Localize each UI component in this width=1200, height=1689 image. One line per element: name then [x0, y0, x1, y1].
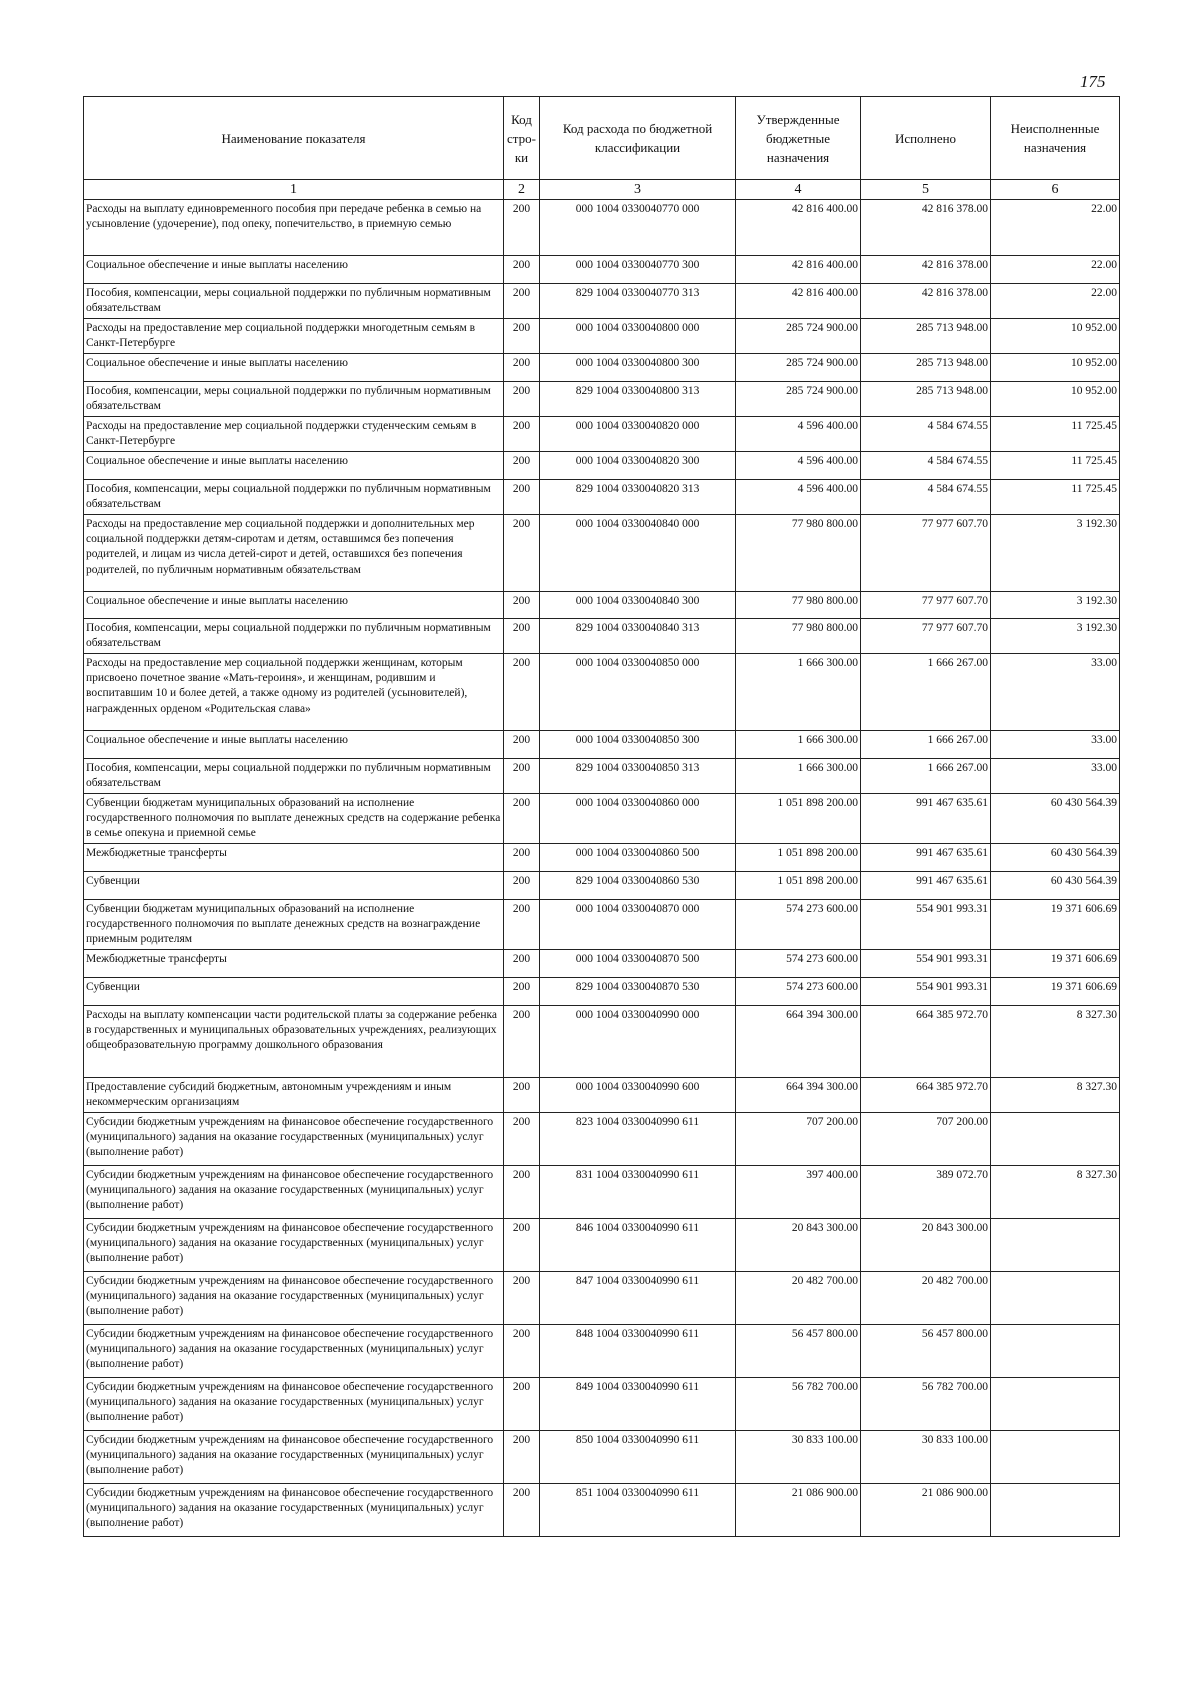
table-row — [84, 654, 1120, 731]
table-row — [84, 731, 1120, 759]
row-executed-cell: 285 713 948.00 — [861, 382, 991, 417]
row-code-cell: 000 1004 0330040820 300 — [540, 452, 736, 480]
row-approved-cell: 56 782 700.00 — [736, 1378, 861, 1431]
table-row — [84, 284, 1120, 319]
row-approved-cell: 1 666 300.00 — [736, 759, 861, 794]
row-line-cell: 200 — [504, 382, 540, 417]
row-name-cell: Пособия, компенсации, меры социальной поддержки по публичным нормативным обязательствам — [84, 382, 504, 417]
row-line-cell: 200 — [504, 417, 540, 452]
row-unexecuted-cell: 11 725.45 — [991, 417, 1120, 452]
row-line-cell: 200 — [504, 1272, 540, 1325]
row-line-cell: 200 — [504, 592, 540, 619]
row-line-cell: 200 — [504, 844, 540, 872]
table-row — [84, 480, 1120, 515]
column-number: 3 — [540, 180, 736, 200]
row-code-cell: 851 1004 0330040990 611 — [540, 1484, 736, 1537]
row-name-cell: Социальное обеспечение и иные выплаты населению — [84, 452, 504, 480]
row-approved-cell: 56 457 800.00 — [736, 1325, 861, 1378]
row-code-cell: 829 1004 0330040820 313 — [540, 480, 736, 515]
table-row — [84, 794, 1120, 844]
row-approved-cell: 1 051 898 200.00 — [736, 794, 861, 844]
row-name-cell: Расходы на предоставление мер социальной поддержки и дополнительных мер социальной поддержки детям-сиротам и детям, оставшимся без попечения родителей, и лицам из числа детей-сирот и детей, оставшихся без попечения родителей, по публичным нормативным обязательствам — [84, 515, 504, 592]
row-name-cell: Расходы на предоставление мер социальной поддержки женщинам, которым присвоено почетное звание «Мать-героиня», и женщинам, родившим и воспитавшим 10 и более детей, а также одному из родителей (усыновителей), награжденных орденом «Родительская слава» — [84, 654, 504, 731]
row-unexecuted-cell: 33.00 — [991, 654, 1120, 731]
row-executed-cell: 20 843 300.00 — [861, 1219, 991, 1272]
row-approved-cell: 397 400.00 — [736, 1166, 861, 1219]
table-row — [84, 1378, 1120, 1431]
row-name-cell: Социальное обеспечение и иные выплаты населению — [84, 592, 504, 619]
row-line-cell: 200 — [504, 1378, 540, 1431]
row-unexecuted-cell: 3 192.30 — [991, 515, 1120, 592]
row-approved-cell: 1 051 898 200.00 — [736, 872, 861, 900]
row-code-cell: 829 1004 0330040800 313 — [540, 382, 736, 417]
row-name-cell: Предоставление субсидий бюджетным, автономным учреждениям и иным некоммерческим организациям — [84, 1078, 504, 1113]
row-name-cell: Социальное обеспечение и иные выплаты населению — [84, 731, 504, 759]
row-code-cell: 000 1004 0330040860 000 — [540, 794, 736, 844]
row-code-cell: 831 1004 0330040990 611 — [540, 1166, 736, 1219]
row-unexecuted-cell — [991, 1431, 1120, 1484]
row-approved-cell: 42 816 400.00 — [736, 284, 861, 319]
table-body — [84, 200, 1120, 1537]
row-code-cell: 000 1004 0330040990 000 — [540, 1006, 736, 1078]
row-line-cell: 200 — [504, 1219, 540, 1272]
row-unexecuted-cell: 8 327.30 — [991, 1006, 1120, 1078]
row-approved-cell: 42 816 400.00 — [736, 256, 861, 284]
row-approved-cell: 42 816 400.00 — [736, 200, 861, 256]
row-executed-cell: 77 977 607.70 — [861, 619, 991, 654]
row-name-cell: Социальное обеспечение и иные выплаты населению — [84, 256, 504, 284]
row-executed-cell: 30 833 100.00 — [861, 1431, 991, 1484]
row-unexecuted-cell: 22.00 — [991, 284, 1120, 319]
table-row — [84, 844, 1120, 872]
row-line-cell: 200 — [504, 515, 540, 592]
table-row — [84, 1484, 1120, 1537]
row-code-cell: 000 1004 0330040870 000 — [540, 900, 736, 950]
row-unexecuted-cell: 10 952.00 — [991, 354, 1120, 382]
row-executed-cell: 389 072.70 — [861, 1166, 991, 1219]
row-code-cell: 829 1004 0330040840 313 — [540, 619, 736, 654]
row-name-cell: Социальное обеспечение и иные выплаты населению — [84, 354, 504, 382]
row-unexecuted-cell: 11 725.45 — [991, 452, 1120, 480]
row-name-cell: Межбюджетные трансферты — [84, 844, 504, 872]
table-row — [84, 1113, 1120, 1166]
row-line-cell: 200 — [504, 759, 540, 794]
row-name-cell: Расходы на выплату единовременного пособия при передаче ребенка в семью на усыновление (удочерение), под опеку, попечительство, в приемную семью — [84, 200, 504, 256]
row-approved-cell: 1 051 898 200.00 — [736, 844, 861, 872]
row-unexecuted-cell: 22.00 — [991, 256, 1120, 284]
row-unexecuted-cell: 60 430 564.39 — [991, 872, 1120, 900]
row-name-cell: Пособия, компенсации, меры социальной поддержки по публичным нормативным обязательствам — [84, 619, 504, 654]
row-approved-cell: 574 273 600.00 — [736, 900, 861, 950]
budget-execution-table — [83, 96, 1120, 1537]
table-row — [84, 759, 1120, 794]
row-approved-cell: 21 086 900.00 — [736, 1484, 861, 1537]
row-line-cell: 200 — [504, 200, 540, 256]
table-row — [84, 900, 1120, 950]
row-approved-cell: 574 273 600.00 — [736, 978, 861, 1006]
row-executed-cell: 77 977 607.70 — [861, 592, 991, 619]
row-unexecuted-cell — [991, 1325, 1120, 1378]
row-code-cell: 849 1004 0330040990 611 — [540, 1378, 736, 1431]
row-unexecuted-cell: 19 371 606.69 — [991, 978, 1120, 1006]
row-line-cell: 200 — [504, 452, 540, 480]
row-approved-cell: 4 596 400.00 — [736, 480, 861, 515]
row-code-cell: 000 1004 0330040990 600 — [540, 1078, 736, 1113]
row-code-cell: 850 1004 0330040990 611 — [540, 1431, 736, 1484]
row-line-cell: 200 — [504, 794, 540, 844]
row-executed-cell: 664 385 972.70 — [861, 1006, 991, 1078]
table-row — [84, 619, 1120, 654]
row-executed-cell: 554 901 993.31 — [861, 950, 991, 978]
row-line-cell: 200 — [504, 1431, 540, 1484]
row-approved-cell: 285 724 900.00 — [736, 319, 861, 354]
row-name-cell: Пособия, компенсации, меры социальной поддержки по публичным нормативным обязательствам — [84, 480, 504, 515]
row-approved-cell: 285 724 900.00 — [736, 354, 861, 382]
row-code-cell: 000 1004 0330040800 000 — [540, 319, 736, 354]
row-executed-cell: 991 467 635.61 — [861, 844, 991, 872]
row-unexecuted-cell: 60 430 564.39 — [991, 794, 1120, 844]
row-line-cell: 200 — [504, 1325, 540, 1378]
row-unexecuted-cell — [991, 1113, 1120, 1166]
column-number: 5 — [861, 180, 991, 200]
row-executed-cell: 991 467 635.61 — [861, 872, 991, 900]
row-unexecuted-cell — [991, 1219, 1120, 1272]
row-approved-cell: 77 980 800.00 — [736, 515, 861, 592]
row-name-cell: Пособия, компенсации, меры социальной поддержки по публичным нормативным обязательствам — [84, 759, 504, 794]
row-code-cell: 000 1004 0330040850 300 — [540, 731, 736, 759]
table-row — [84, 200, 1120, 256]
row-name-cell: Субсидии бюджетным учреждениям на финансовое обеспечение государственного (муниципального) задания на оказание государственных (муниципальных) услуг (выполнение работ) — [84, 1272, 504, 1325]
row-code-cell: 829 1004 0330040870 530 — [540, 978, 736, 1006]
row-name-cell: Расходы на выплату компенсации части родительской платы за содержание ребенка в государственных и муниципальных образовательных учреждениях, реализующих общеобразовательную программу дошкольного образования — [84, 1006, 504, 1078]
row-approved-cell: 20 482 700.00 — [736, 1272, 861, 1325]
row-executed-cell: 1 666 267.00 — [861, 654, 991, 731]
row-line-cell: 200 — [504, 654, 540, 731]
row-name-cell: Субвенции — [84, 872, 504, 900]
table-row — [84, 417, 1120, 452]
column-number: 1 — [84, 180, 504, 200]
row-line-cell: 200 — [504, 354, 540, 382]
row-line-cell: 200 — [504, 319, 540, 354]
row-unexecuted-cell: 10 952.00 — [991, 319, 1120, 354]
row-line-cell: 200 — [504, 1078, 540, 1113]
row-executed-cell: 554 901 993.31 — [861, 978, 991, 1006]
row-code-cell: 847 1004 0330040990 611 — [540, 1272, 736, 1325]
row-code-cell: 000 1004 0330040820 000 — [540, 417, 736, 452]
row-approved-cell: 30 833 100.00 — [736, 1431, 861, 1484]
row-approved-cell: 1 666 300.00 — [736, 654, 861, 731]
row-executed-cell: 285 713 948.00 — [861, 354, 991, 382]
row-executed-cell: 42 816 378.00 — [861, 200, 991, 256]
row-code-cell: 000 1004 0330040850 000 — [540, 654, 736, 731]
table-row — [84, 1219, 1120, 1272]
row-approved-cell: 1 666 300.00 — [736, 731, 861, 759]
row-unexecuted-cell: 3 192.30 — [991, 592, 1120, 619]
row-approved-cell: 707 200.00 — [736, 1113, 861, 1166]
row-unexecuted-cell: 19 371 606.69 — [991, 900, 1120, 950]
row-code-cell: 848 1004 0330040990 611 — [540, 1325, 736, 1378]
row-code-cell: 829 1004 0330040860 530 — [540, 872, 736, 900]
row-name-cell: Расходы на предоставление мер социальной поддержки студенческим семьям в Санкт-Петербурге — [84, 417, 504, 452]
row-executed-cell: 664 385 972.70 — [861, 1078, 991, 1113]
row-code-cell: 000 1004 0330040770 000 — [540, 200, 736, 256]
table-row — [84, 872, 1120, 900]
row-executed-cell: 56 457 800.00 — [861, 1325, 991, 1378]
row-code-cell: 000 1004 0330040800 300 — [540, 354, 736, 382]
table-row — [84, 515, 1120, 592]
row-name-cell: Субвенции бюджетам муниципальных образований на исполнение государственного полномочия по выплате денежных средств на вознаграждение приемным родителям — [84, 900, 504, 950]
column-number: 6 — [991, 180, 1120, 200]
row-executed-cell: 1 666 267.00 — [861, 759, 991, 794]
row-approved-cell: 77 980 800.00 — [736, 592, 861, 619]
row-line-cell: 200 — [504, 1166, 540, 1219]
row-unexecuted-cell: 22.00 — [991, 200, 1120, 256]
table-row — [84, 1431, 1120, 1484]
header-executed: Исполнено — [861, 97, 991, 180]
header-row — [84, 97, 1120, 180]
row-unexecuted-cell: 33.00 — [991, 759, 1120, 794]
table-row — [84, 1006, 1120, 1078]
row-name-cell: Субсидии бюджетным учреждениям на финансовое обеспечение государственного (муниципального) задания на оказание государственных (муниципальных) услуг (выполнение работ) — [84, 1113, 504, 1166]
row-unexecuted-cell — [991, 1484, 1120, 1537]
row-approved-cell: 4 596 400.00 — [736, 417, 861, 452]
header-indicator-name: Наименование показателя — [84, 97, 504, 180]
row-unexecuted-cell: 19 371 606.69 — [991, 950, 1120, 978]
row-code-cell: 829 1004 0330040850 313 — [540, 759, 736, 794]
row-executed-cell: 21 086 900.00 — [861, 1484, 991, 1537]
row-executed-cell: 56 782 700.00 — [861, 1378, 991, 1431]
table-row — [84, 1166, 1120, 1219]
table-row — [84, 1078, 1120, 1113]
row-name-cell: Расходы на предоставление мер социальной поддержки многодетным семьям в Санкт-Петербурге — [84, 319, 504, 354]
row-line-cell: 200 — [504, 900, 540, 950]
row-approved-cell: 574 273 600.00 — [736, 950, 861, 978]
row-code-cell: 000 1004 0330040860 500 — [540, 844, 736, 872]
row-unexecuted-cell: 33.00 — [991, 731, 1120, 759]
page-number: 175 — [1080, 72, 1106, 91]
row-code-cell: 000 1004 0330040870 500 — [540, 950, 736, 978]
row-code-cell: 823 1004 0330040990 611 — [540, 1113, 736, 1166]
column-number: 4 — [736, 180, 861, 200]
row-line-cell: 200 — [504, 1484, 540, 1537]
row-unexecuted-cell: 8 327.30 — [991, 1166, 1120, 1219]
row-name-cell: Межбюджетные трансферты — [84, 950, 504, 978]
table-row — [84, 256, 1120, 284]
row-line-cell: 200 — [504, 950, 540, 978]
row-executed-cell: 707 200.00 — [861, 1113, 991, 1166]
row-unexecuted-cell: 8 327.30 — [991, 1078, 1120, 1113]
row-line-cell: 200 — [504, 872, 540, 900]
row-name-cell: Субвенции — [84, 978, 504, 1006]
row-executed-cell: 77 977 607.70 — [861, 515, 991, 592]
row-approved-cell: 77 980 800.00 — [736, 619, 861, 654]
header-line-code: Код стро-ки — [504, 97, 540, 180]
row-name-cell: Субсидии бюджетным учреждениям на финансовое обеспечение государственного (муниципального) задания на оказание государственных (муниципальных) услуг (выполнение работ) — [84, 1325, 504, 1378]
row-executed-cell: 4 584 674.55 — [861, 452, 991, 480]
table-row — [84, 592, 1120, 619]
row-approved-cell: 664 394 300.00 — [736, 1078, 861, 1113]
row-line-cell: 200 — [504, 1113, 540, 1166]
row-name-cell: Субсидии бюджетным учреждениям на финансовое обеспечение государственного (муниципального) задания на оказание государственных (муниципальных) услуг (выполнение работ) — [84, 1166, 504, 1219]
row-line-cell: 200 — [504, 731, 540, 759]
row-approved-cell: 4 596 400.00 — [736, 452, 861, 480]
column-number-row — [84, 180, 1120, 200]
table-row — [84, 382, 1120, 417]
row-executed-cell: 4 584 674.55 — [861, 417, 991, 452]
table-row — [84, 950, 1120, 978]
row-executed-cell: 42 816 378.00 — [861, 284, 991, 319]
row-name-cell: Субсидии бюджетным учреждениям на финансовое обеспечение государственного (муниципального) задания на оказание государственных (муниципальных) услуг (выполнение работ) — [84, 1431, 504, 1484]
row-executed-cell: 554 901 993.31 — [861, 900, 991, 950]
row-executed-cell: 4 584 674.55 — [861, 480, 991, 515]
row-approved-cell: 285 724 900.00 — [736, 382, 861, 417]
row-line-cell: 200 — [504, 256, 540, 284]
row-name-cell: Субсидии бюджетным учреждениям на финансовое обеспечение государственного (муниципального) задания на оказание государственных (муниципальных) услуг (выполнение работ) — [84, 1219, 504, 1272]
row-line-cell: 200 — [504, 619, 540, 654]
row-executed-cell: 991 467 635.61 — [861, 794, 991, 844]
row-unexecuted-cell — [991, 1272, 1120, 1325]
row-name-cell: Пособия, компенсации, меры социальной поддержки по публичным нормативным обязательствам — [84, 284, 504, 319]
row-code-cell: 846 1004 0330040990 611 — [540, 1219, 736, 1272]
header-approved: Утвержденные бюджетные назначения — [736, 97, 861, 180]
table-row — [84, 978, 1120, 1006]
row-executed-cell: 42 816 378.00 — [861, 256, 991, 284]
table-row — [84, 1325, 1120, 1378]
table-row — [84, 1272, 1120, 1325]
row-executed-cell: 285 713 948.00 — [861, 319, 991, 354]
row-name-cell: Субсидии бюджетным учреждениям на финансовое обеспечение государственного (муниципального) задания на оказание государственных (муниципальных) услуг (выполнение работ) — [84, 1378, 504, 1431]
row-code-cell: 000 1004 0330040770 300 — [540, 256, 736, 284]
row-line-cell: 200 — [504, 284, 540, 319]
row-name-cell: Субсидии бюджетным учреждениям на финансовое обеспечение государственного (муниципального) задания на оказание государственных (муниципальных) услуг (выполнение работ) — [84, 1484, 504, 1537]
header-expense-code: Код расхода по бюджетной классификации — [540, 97, 736, 180]
row-executed-cell: 20 482 700.00 — [861, 1272, 991, 1325]
row-approved-cell: 20 843 300.00 — [736, 1219, 861, 1272]
row-unexecuted-cell: 60 430 564.39 — [991, 844, 1120, 872]
column-number: 2 — [504, 180, 540, 200]
row-name-cell: Субвенции бюджетам муниципальных образований на исполнение государственного полномочия по выплате денежных средств на содержание ребенка в семье опекуна и приемной семье — [84, 794, 504, 844]
table-row — [84, 319, 1120, 354]
table-row — [84, 452, 1120, 480]
row-executed-cell: 1 666 267.00 — [861, 731, 991, 759]
header-unexecuted: Неисполненные назначения — [991, 97, 1120, 180]
row-line-cell: 200 — [504, 1006, 540, 1078]
row-line-cell: 200 — [504, 978, 540, 1006]
table-row — [84, 354, 1120, 382]
row-unexecuted-cell: 3 192.30 — [991, 619, 1120, 654]
row-approved-cell: 664 394 300.00 — [736, 1006, 861, 1078]
row-line-cell: 200 — [504, 480, 540, 515]
row-code-cell: 829 1004 0330040770 313 — [540, 284, 736, 319]
row-unexecuted-cell: 10 952.00 — [991, 382, 1120, 417]
row-code-cell: 000 1004 0330040840 000 — [540, 515, 736, 592]
row-code-cell: 000 1004 0330040840 300 — [540, 592, 736, 619]
row-unexecuted-cell — [991, 1378, 1120, 1431]
row-unexecuted-cell: 11 725.45 — [991, 480, 1120, 515]
